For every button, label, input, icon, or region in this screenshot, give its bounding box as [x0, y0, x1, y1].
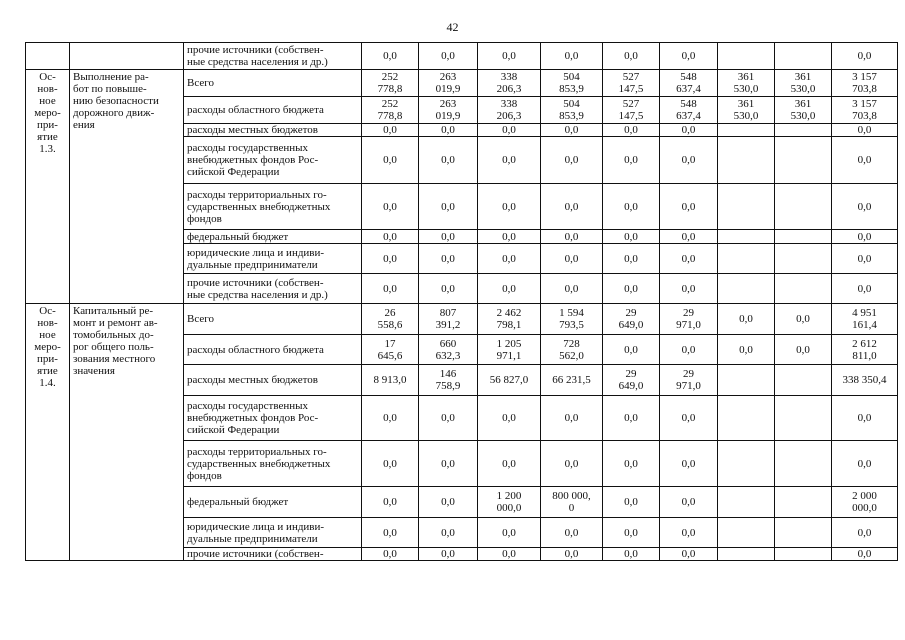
value-cell — [718, 518, 775, 548]
value-cell: 3 157 703,8 — [832, 70, 898, 97]
value-cell: 146 758,9 — [419, 365, 478, 396]
value-cell: 0,0 — [832, 396, 898, 441]
value-cell: 0,0 — [541, 230, 603, 244]
value-cell: 0,0 — [478, 184, 541, 230]
value-cell — [718, 230, 775, 244]
value-cell: 0,0 — [660, 487, 718, 518]
value-cell: 728 562,0 — [541, 335, 603, 365]
value-cell: 17 645,6 — [362, 335, 419, 365]
value-cell: 361 530,0 — [775, 97, 832, 124]
value-cell — [718, 137, 775, 184]
value-cell: 0,0 — [660, 441, 718, 487]
value-cell: 0,0 — [832, 274, 898, 304]
empty-cell — [70, 43, 184, 70]
value-cell: 0,0 — [478, 396, 541, 441]
value-cell: 0,0 — [832, 184, 898, 230]
value-cell: 0,0 — [541, 274, 603, 304]
value-cell: 0,0 — [603, 184, 660, 230]
value-cell: 0,0 — [603, 244, 660, 274]
value-cell: 361 530,0 — [718, 70, 775, 97]
value-cell: 0,0 — [660, 124, 718, 137]
value-cell: 0,0 — [362, 137, 419, 184]
value-cell — [775, 124, 832, 137]
value-cell: 1 200 000,0 — [478, 487, 541, 518]
budget-table — [25, 42, 898, 561]
funding-source-label: прочие источники (собствен- ные средства населения и др.) — [184, 274, 362, 304]
value-cell: 361 530,0 — [775, 70, 832, 97]
activity-code: Ос- нов- ное меро- при- ятие 1.3. — [26, 70, 70, 304]
value-cell: 0,0 — [541, 518, 603, 548]
value-cell — [775, 441, 832, 487]
value-cell — [775, 396, 832, 441]
table-row — [26, 70, 898, 97]
value-cell — [775, 548, 832, 561]
funding-source-label: расходы областного бюджета — [184, 335, 362, 365]
value-cell: 0,0 — [362, 487, 419, 518]
value-cell — [718, 396, 775, 441]
value-cell: 0,0 — [603, 335, 660, 365]
value-cell: 0,0 — [478, 441, 541, 487]
value-cell: 29 649,0 — [603, 304, 660, 335]
value-cell: 0,0 — [603, 396, 660, 441]
value-cell — [718, 365, 775, 396]
value-cell: 29 971,0 — [660, 304, 718, 335]
value-cell: 0,0 — [362, 518, 419, 548]
value-cell: 0,0 — [775, 304, 832, 335]
value-cell: 252 778,8 — [362, 70, 419, 97]
value-cell: 800 000, 0 — [541, 487, 603, 518]
value-cell: 504 853,9 — [541, 97, 603, 124]
value-cell: 0,0 — [541, 396, 603, 441]
value-cell: 0,0 — [478, 274, 541, 304]
value-cell: 0,0 — [603, 230, 660, 244]
value-cell: 29 649,0 — [603, 365, 660, 396]
funding-source-label: расходы областного бюджета — [184, 97, 362, 124]
value-cell: 504 853,9 — [541, 70, 603, 97]
value-cell: 8 913,0 — [362, 365, 419, 396]
value-cell: 0,0 — [419, 548, 478, 561]
value-cell: 2 462 798,1 — [478, 304, 541, 335]
value-cell: 0,0 — [478, 518, 541, 548]
value-cell: 527 147,5 — [603, 70, 660, 97]
value-cell: 0,0 — [362, 396, 419, 441]
value-cell: 263 019,9 — [419, 97, 478, 124]
value-cell: 548 637,4 — [660, 97, 718, 124]
value-cell: 0,0 — [603, 518, 660, 548]
activity-code: Ос- нов- ное меро- при- ятие 1.4. — [26, 304, 70, 561]
value-cell: 0,0 — [419, 137, 478, 184]
value-cell: 4 951 161,4 — [832, 304, 898, 335]
value-cell: 0,0 — [660, 244, 718, 274]
value-cell: 338 350,4 — [832, 365, 898, 396]
value-cell — [775, 184, 832, 230]
funding-source-label: расходы местных бюджетов — [184, 124, 362, 137]
value-cell: 0,0 — [419, 230, 478, 244]
value-cell: 0,0 — [362, 274, 419, 304]
funding-source-label: расходы территориальных го- сударственных внебюджетных фондов — [184, 184, 362, 230]
funding-source-label: федеральный бюджет — [184, 487, 362, 518]
value-cell — [775, 518, 832, 548]
funding-source-label: юридические лица и индиви- дуальные предприниматели — [184, 518, 362, 548]
value-cell: 0,0 — [660, 274, 718, 304]
value-cell: 2 000 000,0 — [832, 487, 898, 518]
value-cell: 0,0 — [541, 124, 603, 137]
value-cell: 0,0 — [419, 244, 478, 274]
value-cell: 0,0 — [419, 43, 478, 70]
value-cell: 0,0 — [362, 43, 419, 70]
value-cell: 0,0 — [832, 124, 898, 137]
value-cell — [718, 548, 775, 561]
value-cell: 338 206,3 — [478, 97, 541, 124]
value-cell: 0,0 — [660, 184, 718, 230]
value-cell: 1 205 971,1 — [478, 335, 541, 365]
funding-source-label: федеральный бюджет — [184, 230, 362, 244]
value-cell: 0,0 — [832, 244, 898, 274]
value-cell: 0,0 — [718, 304, 775, 335]
value-cell — [718, 184, 775, 230]
table-row — [26, 304, 898, 335]
value-cell: 26 558,6 — [362, 304, 419, 335]
value-cell: 0,0 — [603, 124, 660, 137]
value-cell: 0,0 — [775, 335, 832, 365]
value-cell: 0,0 — [603, 548, 660, 561]
activity-title: Выполнение ра- бот по повыше- нию безопасности дорожного движ- ения — [70, 70, 184, 304]
funding-source-label: Всего — [184, 70, 362, 97]
value-cell: 0,0 — [362, 548, 419, 561]
funding-source-label: прочие источники (собствен- — [184, 548, 362, 561]
value-cell: 660 632,3 — [419, 335, 478, 365]
value-cell — [775, 244, 832, 274]
funding-source-label: юридические лица и индиви- дуальные предприниматели — [184, 244, 362, 274]
value-cell: 0,0 — [832, 230, 898, 244]
value-cell: 0,0 — [603, 441, 660, 487]
value-cell: 0,0 — [603, 43, 660, 70]
funding-source-label: прочие источники (собствен- ные средства населения и др.) — [184, 43, 362, 70]
value-cell: 0,0 — [478, 43, 541, 70]
value-cell: 548 637,4 — [660, 70, 718, 97]
value-cell: 263 019,9 — [419, 70, 478, 97]
value-cell — [718, 244, 775, 274]
value-cell: 56 827,0 — [478, 365, 541, 396]
value-cell: 0,0 — [603, 487, 660, 518]
value-cell: 0,0 — [478, 548, 541, 561]
value-cell: 338 206,3 — [478, 70, 541, 97]
value-cell — [718, 487, 775, 518]
value-cell: 0,0 — [419, 124, 478, 137]
value-cell: 0,0 — [362, 244, 419, 274]
value-cell: 0,0 — [419, 184, 478, 230]
value-cell: 0,0 — [660, 137, 718, 184]
value-cell: 66 231,5 — [541, 365, 603, 396]
value-cell: 0,0 — [478, 124, 541, 137]
value-cell — [775, 230, 832, 244]
value-cell — [718, 274, 775, 304]
funding-source-label: расходы государственных внебюджетных фондов Рос- сийской Федерации — [184, 137, 362, 184]
page-number: 42 — [446, 20, 459, 34]
value-cell: 0,0 — [419, 518, 478, 548]
value-cell: 0,0 — [541, 137, 603, 184]
value-cell: 0,0 — [832, 518, 898, 548]
empty-cell — [26, 43, 70, 70]
value-cell: 0,0 — [832, 441, 898, 487]
value-cell: 0,0 — [478, 137, 541, 184]
value-cell: 29 971,0 — [660, 365, 718, 396]
value-cell: 0,0 — [603, 274, 660, 304]
value-cell: 0,0 — [718, 335, 775, 365]
value-cell — [775, 487, 832, 518]
value-cell: 0,0 — [478, 230, 541, 244]
value-cell: 0,0 — [541, 43, 603, 70]
value-cell: 0,0 — [419, 487, 478, 518]
funding-source-label: Всего — [184, 304, 362, 335]
value-cell: 2 612 811,0 — [832, 335, 898, 365]
value-cell: 0,0 — [362, 124, 419, 137]
value-cell: 361 530,0 — [718, 97, 775, 124]
value-cell: 0,0 — [603, 137, 660, 184]
value-cell — [775, 137, 832, 184]
value-cell: 0,0 — [419, 396, 478, 441]
value-cell — [718, 441, 775, 487]
activity-title: Капитальный ре- монт и ремонт ав- томобильных до- рог общего поль- зования местного значения — [70, 304, 184, 561]
value-cell: 252 778,8 — [362, 97, 419, 124]
value-cell: 0,0 — [660, 396, 718, 441]
value-cell: 0,0 — [419, 274, 478, 304]
value-cell: 0,0 — [660, 335, 718, 365]
value-cell: 0,0 — [478, 244, 541, 274]
value-cell — [775, 365, 832, 396]
funding-source-label: расходы государственных внебюджетных фондов Рос- сийской Федерации — [184, 396, 362, 441]
funding-source-label: расходы территориальных го- сударственных внебюджетных фондов — [184, 441, 362, 487]
value-cell: 527 147,5 — [603, 97, 660, 124]
value-cell: 0,0 — [832, 137, 898, 184]
value-cell: 0,0 — [660, 230, 718, 244]
value-cell: 0,0 — [832, 548, 898, 561]
value-cell: 0,0 — [541, 548, 603, 561]
value-cell: 0,0 — [362, 441, 419, 487]
value-cell: 0,0 — [362, 230, 419, 244]
funding-source-label: расходы местных бюджетов — [184, 365, 362, 396]
value-cell: 0,0 — [362, 184, 419, 230]
value-cell — [718, 43, 775, 70]
value-cell: 1 594 793,5 — [541, 304, 603, 335]
value-cell — [775, 274, 832, 304]
value-cell: 0,0 — [660, 43, 718, 70]
table-row — [26, 43, 898, 70]
value-cell: 0,0 — [660, 548, 718, 561]
value-cell: 0,0 — [541, 184, 603, 230]
value-cell — [775, 43, 832, 70]
value-cell: 0,0 — [541, 441, 603, 487]
value-cell: 0,0 — [541, 244, 603, 274]
value-cell: 0,0 — [660, 518, 718, 548]
value-cell: 0,0 — [832, 43, 898, 70]
value-cell: 0,0 — [419, 441, 478, 487]
value-cell: 807 391,2 — [419, 304, 478, 335]
value-cell — [718, 124, 775, 137]
value-cell: 3 157 703,8 — [832, 97, 898, 124]
